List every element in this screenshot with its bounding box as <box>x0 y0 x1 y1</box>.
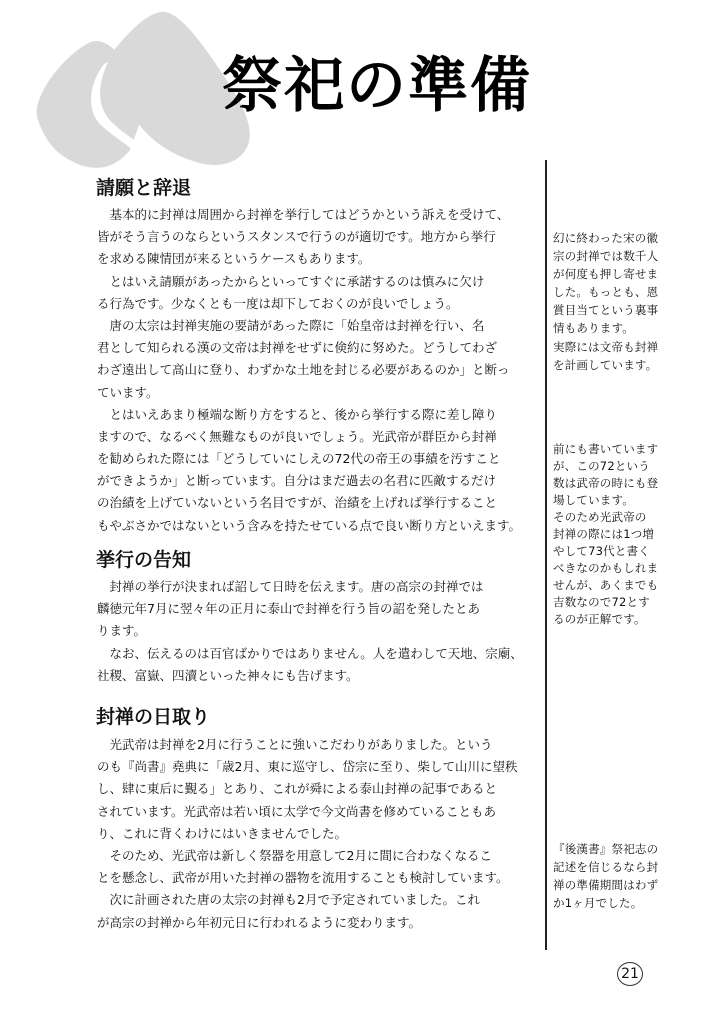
text-line: されています。光武帝は若い頃に太学で今文尚書を修めていることもあ <box>97 803 497 819</box>
text-line: とはいえあまり極端な断り方をすると、後から挙行する際に差し障り <box>97 406 498 422</box>
text-line: ができようか」と断っています。自分はまだ過去の名君に匹敵するだけ <box>97 473 497 489</box>
text-line: 宗の封禅では数千人 <box>553 249 659 263</box>
side-note <box>553 441 665 628</box>
text-line: そのため光武帝の <box>553 510 647 524</box>
text-line: やして73代と書く <box>553 544 650 558</box>
text-line: を勧められた際には「どうしていにしえの72代の帝王の事績を汚すこと <box>97 451 501 467</box>
text-line: とはいえ請願があったからといってすぐに承諾するのは慎みに欠け <box>97 273 485 289</box>
text-line: り、これに背くわけにはいきませんでした。 <box>97 825 348 841</box>
section-heading: 封禅の日取り <box>96 706 211 728</box>
text-line: 封禅の挙行が決まれば詔して日時を伝えます。唐の高宗の封禅では <box>97 579 484 594</box>
text-line: べきなのかもしれま <box>553 561 659 575</box>
text-line: とを懸念し、武帝が用いた封禅の器物を流用することも検討しています。 <box>97 870 509 886</box>
side-note <box>553 229 665 337</box>
text-line: 唐の太宗は封禅実施の要請があった際に「始皇帝は封禅を行い、名 <box>97 317 485 333</box>
text-line: 次に計画された唐の太宗の封禅も2月で予定されていました。これ <box>97 892 480 908</box>
text-line: か1ヶ月でした。 <box>553 896 643 910</box>
text-line: ています。 <box>97 384 159 400</box>
column-divider <box>545 160 547 950</box>
text-line: 君として知られる漢の文帝は封禅をせずに倹約に努めた。どうしてわざ <box>97 340 498 356</box>
text-line: ますので、なるべく無難なものが良いでしょう。光武帝が群臣から封禅 <box>97 428 497 444</box>
text-line: る行為です。少なくとも一度は却下しておくのが良いでしょう。 <box>97 295 459 311</box>
text-line: 幻に終わった宋の徽 <box>553 231 659 245</box>
side-note <box>553 338 665 374</box>
text-line: 社稷、富嶽、四瀆といった神々にも告げます。 <box>97 667 359 683</box>
text-line: もやぶさかではないという含みを持たせている点で良い断り方といえます。 <box>97 517 522 533</box>
text-line: 実際には文帝も封禅 <box>553 340 659 354</box>
text-line: 賞目当てという裏事 <box>553 303 659 317</box>
text-line: 記述を信じるなら封 <box>553 860 659 874</box>
text-line: わざ遠出して高山に登り、わずかな土地を封じる必要があるのか」と断っ <box>97 362 510 378</box>
text-line: を求める陳情団が来るというケースもあります。 <box>97 251 371 267</box>
page-number: 21 <box>617 962 643 986</box>
text-line: 麟徳元年7月に翌々年の正月に泰山で封禅を行う旨の詔を発したとあ <box>97 601 480 617</box>
text-line: を計画しています。 <box>553 358 658 372</box>
text-line: ります。 <box>97 623 147 639</box>
section-body <box>97 576 537 687</box>
text-line: 場しています。 <box>553 493 634 507</box>
text-line: が何度も押し寄せま <box>553 267 659 281</box>
side-note <box>553 840 665 912</box>
text-line: 光武帝は封禅を2月に行うことに強いこだわりがありました。という <box>97 737 493 752</box>
section-body <box>97 204 537 537</box>
section-heading: 挙行の告知 <box>96 549 192 571</box>
section-body <box>97 734 537 934</box>
text-line: せんが、あくまでも <box>553 578 659 592</box>
text-line: のも『尚書』堯典に「歳2月、東に巡守し、岱宗に至り、柴して山川に望秩 <box>97 759 518 775</box>
text-line: 皆がそう言うのならというスタンスで行うのが適切です。地方から挙行 <box>97 229 496 245</box>
page-title: 祭祀の準備 <box>222 51 532 121</box>
text-line: 『後漢書』祭祀志の <box>553 842 659 856</box>
section-heading: 請願と辞退 <box>96 177 192 199</box>
text-line: し、肆に東后に覲る」とあり、これが舜による泰山封禅の記事であると <box>97 781 498 797</box>
text-line: が高宗の封禅から年初元日に行われるように変わります。 <box>97 914 422 930</box>
text-line: 数は武帝の時にも登 <box>553 476 659 490</box>
text-line: 禅の準備期間はわず <box>553 878 659 892</box>
text-line: 情もあります。 <box>553 321 634 335</box>
text-line: 吉数なので72とす <box>553 595 650 609</box>
text-line: の治績を上げていないという名目ですが、治績を上げれば挙行すること <box>97 495 498 511</box>
text-line: 基本的に封禅は周囲から封禅を挙行してはどうかという訴えを受けて、 <box>97 207 510 222</box>
text-line: した。もっとも、恩 <box>553 285 659 299</box>
text-line: そのため、光武帝は新しく祭器を用意して2月に間に合わなくなるこ <box>97 847 492 863</box>
text-line: 前にも書いています <box>553 442 659 456</box>
text-line: が、この72という <box>553 459 650 473</box>
text-line: なお、伝えるのは百官ばかりではありません。人を遣わして天地、宗廟、 <box>97 645 523 661</box>
text-line: るのが正解です。 <box>553 612 646 626</box>
text-line: 封禅の際には1つ増 <box>553 527 655 541</box>
